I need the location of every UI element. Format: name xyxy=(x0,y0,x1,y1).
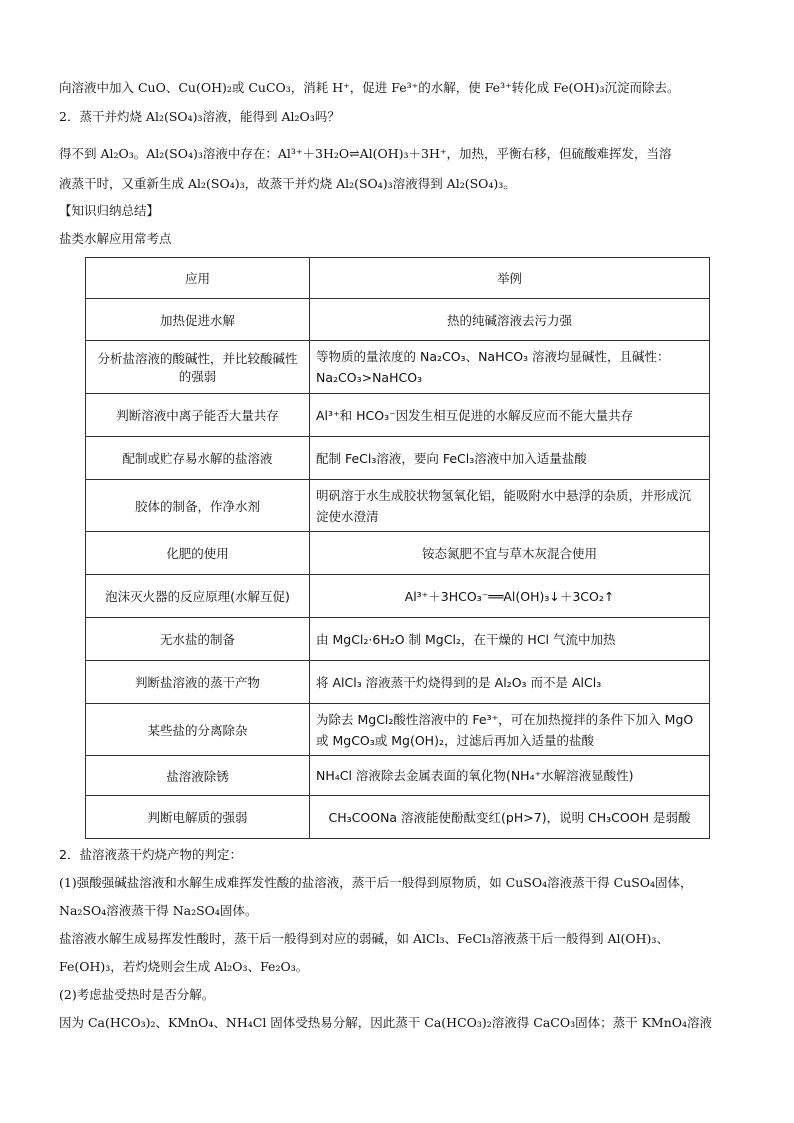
hydrolysis-applications-table xyxy=(85,257,710,839)
row-application: 胶体的制备，作净水剂 xyxy=(86,480,310,532)
header-example: 举例 xyxy=(310,258,710,299)
table-row xyxy=(86,661,710,704)
row-example: 配制 FeCl₃溶液，要向 FeCl₃溶液中加入适量盐酸 xyxy=(310,437,710,480)
table-header-row xyxy=(86,258,710,299)
row-example: Al³⁺＋3HCO₃⁻══Al(OH)₃↓＋3CO₂↑ xyxy=(310,575,710,618)
table-row xyxy=(86,437,710,480)
part-2-title: 2．盐溶液蒸干灼烧产物的判定： xyxy=(59,847,242,862)
row-application: 配制或贮存易水解的盐溶液 xyxy=(86,437,310,480)
part-2-rule-1-line-2: Na₂SO₄溶液蒸干得 Na₂SO₄固体。 xyxy=(59,903,258,918)
table-row xyxy=(86,532,710,575)
table-row xyxy=(86,394,710,437)
intro-line: 向溶液中加入 CuO、Cu(OH)₂或 CuCO₃，消耗 H⁺，促进 Fe³⁺的水解，使 Fe³⁺转化成 Fe(OH)₃沉淀而除去。 xyxy=(59,80,680,95)
question-2-answer-line-1: 得不到 Al₂O₃。Al₂(SO₄)₃溶液中存在：Al³⁺＋3H₂O⇌Al(OH)₃＋3H⁺，加热，平衡右移，但硫酸难挥发，当溶 xyxy=(59,146,672,161)
row-application: 无水盐的制备 xyxy=(86,618,310,661)
part-2-rule-2-title: (2)考虑盐受热时是否分解。 xyxy=(59,987,215,1002)
part-2-rule-1-line-1: (1)强酸强碱盐溶液和水解生成难挥发性酸的盐溶液，蒸干后一般得到原物质，如 CuSO₄溶液蒸干得 CuSO₄固体， xyxy=(59,875,693,890)
table-row xyxy=(86,704,710,756)
row-application: 判断溶液中离子能否大量共存 xyxy=(86,394,310,437)
row-example: 将 AlCl₃ 溶液蒸干灼烧得到的是 Al₂O₃ 而不是 AlCl₃ xyxy=(310,661,710,704)
part-2-rule-1-line-4: Fe(OH)₃，若灼烧则会生成 Al₂O₃、Fe₂O₃。 xyxy=(59,959,309,974)
row-example: 由 MgCl₂·6H₂O 制 MgCl₂，在干燥的 HCl 气流中加热 xyxy=(310,618,710,661)
row-application: 判断电解质的强弱 xyxy=(86,796,310,839)
section-title: 【知识归纳总结】 xyxy=(59,203,160,218)
row-example: Al³⁺和 HCO₃⁻因发生相互促进的水解反应而不能大量共存 xyxy=(310,394,710,437)
row-example: 等物质的量浓度的 Na₂CO₃、NaHCO₃ 溶液均显碱性，且碱性：Na₂CO₃>NaHCO₃ xyxy=(310,341,710,394)
row-example: 为除去 MgCl₂酸性溶液中的 Fe³⁺，可在加热搅拌的条件下加入 MgO 或 MgCO₃或 Mg(OH)₂，过滤后再加入适量的盐酸 xyxy=(310,704,710,756)
question-2-title: 2．蒸干并灼烧 Al₂(SO₄)₃溶液，能得到 Al₂O₃吗？ xyxy=(59,109,340,124)
row-example: CH₃COONa 溶液能使酚酞变红(pH>7)，说明 CH₃COOH 是弱酸 xyxy=(310,796,710,839)
table-row xyxy=(86,756,710,796)
table-row xyxy=(86,480,710,532)
question-2-answer-line-2: 液蒸干时，又重新生成 Al₂(SO₄)₃，故蒸干并灼烧 Al₂(SO₄)₃溶液得到 Al₂(SO₄)₃。 xyxy=(59,176,516,191)
table-row xyxy=(86,796,710,839)
part-2-rule-2-line-1: 因为 Ca(HCO₃)₂、KMnO₄、NH₄Cl 固体受热易分解，因此蒸干 Ca(HCO₃)₂溶液得 CaCO₃固体；蒸干 KMnO₄溶液 xyxy=(59,1015,713,1030)
row-example: 热的纯碱溶液去污力强 xyxy=(310,299,710,341)
row-application: 分析盐溶液的酸碱性，并比较酸碱性的强弱 xyxy=(86,341,310,394)
row-example: NH₄Cl 溶液除去金属表面的氧化物(NH₄⁺水解溶液显酸性) xyxy=(310,756,710,796)
row-application: 加热促进水解 xyxy=(86,299,310,341)
table-row xyxy=(86,341,710,394)
row-application: 泡沫灭火器的反应原理(水解互促) xyxy=(86,575,310,618)
part-2-rule-1-line-3: 盐溶液水解生成易挥发性酸时，蒸干后一般得到对应的弱碱，如 AlCl₃、FeCl₃溶液蒸干后一般得到 Al(OH)₃、 xyxy=(59,931,669,946)
row-application: 某些盐的分离除杂 xyxy=(86,704,310,756)
table-row xyxy=(86,575,710,618)
row-application: 化肥的使用 xyxy=(86,532,310,575)
table-row xyxy=(86,618,710,661)
row-example: 铵态氮肥不宜与草木灰混合使用 xyxy=(310,532,710,575)
header-application: 应用 xyxy=(86,258,310,299)
table-row xyxy=(86,299,710,341)
table-caption: 盐类水解应用常考点 xyxy=(59,231,172,246)
row-application: 判断盐溶液的蒸干产物 xyxy=(86,661,310,704)
row-application: 盐溶液除锈 xyxy=(86,756,310,796)
row-example: 明矾溶于水生成胶状物氢氧化铝，能吸附水中悬浮的杂质，并形成沉淀使水澄清 xyxy=(310,480,710,532)
